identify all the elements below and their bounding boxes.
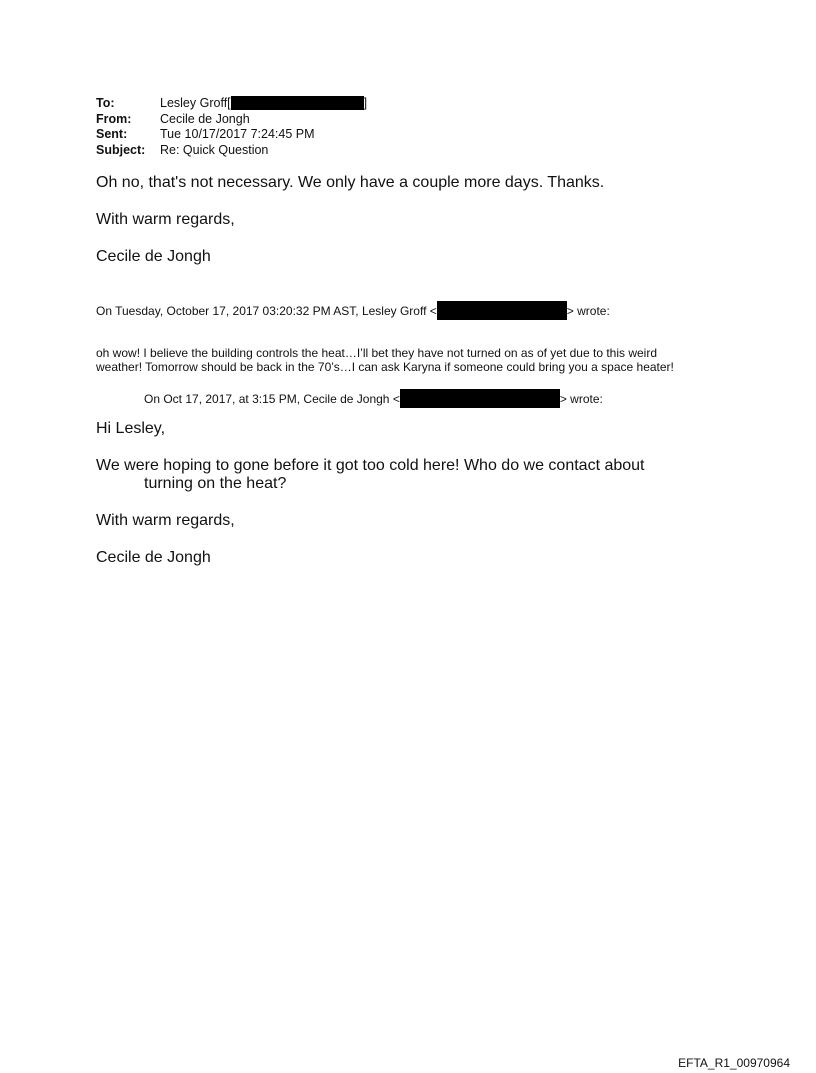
to-label: To: xyxy=(96,96,115,110)
subject-row xyxy=(96,143,367,159)
from-value: Cecile de Jongh xyxy=(160,111,250,126)
to-row xyxy=(96,96,367,112)
quote1-line-2: weather! Tomorrow should be back in the 70’s…I can ask Karyna if someone could bring you a space heater! xyxy=(96,360,674,374)
document-id: EFTA_R1_00970964 xyxy=(678,1056,790,1070)
quote2-attribution-before: On Oct 17, 2017, at 3:15 PM, Cecile de Jongh < xyxy=(144,392,400,406)
redaction-bar xyxy=(437,301,567,320)
email-header xyxy=(96,96,367,158)
to-value: Lesley Groff[ xyxy=(160,96,231,110)
quote2-greeting: Hi Lesley, xyxy=(96,420,166,437)
reply-closing: With warm regards, xyxy=(96,211,235,228)
quote2-line-1: We were hoping to gone before it got too cold here! Who do we contact about xyxy=(96,457,645,474)
subject-label: Subject: xyxy=(96,142,146,157)
quote2-attribution-after: > wrote: xyxy=(559,392,603,406)
from-row xyxy=(96,112,367,128)
subject-value: Re: Quick Question xyxy=(160,142,269,157)
quote1-attribution-after: > wrote: xyxy=(566,304,610,318)
reply-signature: Cecile de Jongh xyxy=(96,248,211,265)
redaction-bar xyxy=(400,389,560,408)
quote2-signature: Cecile de Jongh xyxy=(96,549,211,566)
sent-label: Sent: xyxy=(96,127,128,141)
redaction-bar xyxy=(231,96,364,110)
quote1-attribution xyxy=(96,301,610,320)
sent-row xyxy=(96,127,367,143)
sent-value: Tue 10/17/2017 7:24:45 PM xyxy=(160,127,315,141)
quote2-attribution xyxy=(96,389,603,408)
quote2-line-2: turning on the heat? xyxy=(144,475,287,492)
to-value-end: ] xyxy=(363,96,368,110)
quote1-attribution-before: On Tuesday, October 17, 2017 03:20:32 PM AST, Lesley Groff < xyxy=(96,304,437,318)
from-label: From: xyxy=(96,111,132,126)
quote1-line-1: oh wow! I believe the building controls the heat…I’ll bet they have not turned on as of yet due to this weird xyxy=(96,346,658,360)
quote2-closing: With warm regards, xyxy=(96,512,235,529)
reply-line: Oh no, that's not necessary. We only have a couple more days. Thanks. xyxy=(96,174,605,191)
